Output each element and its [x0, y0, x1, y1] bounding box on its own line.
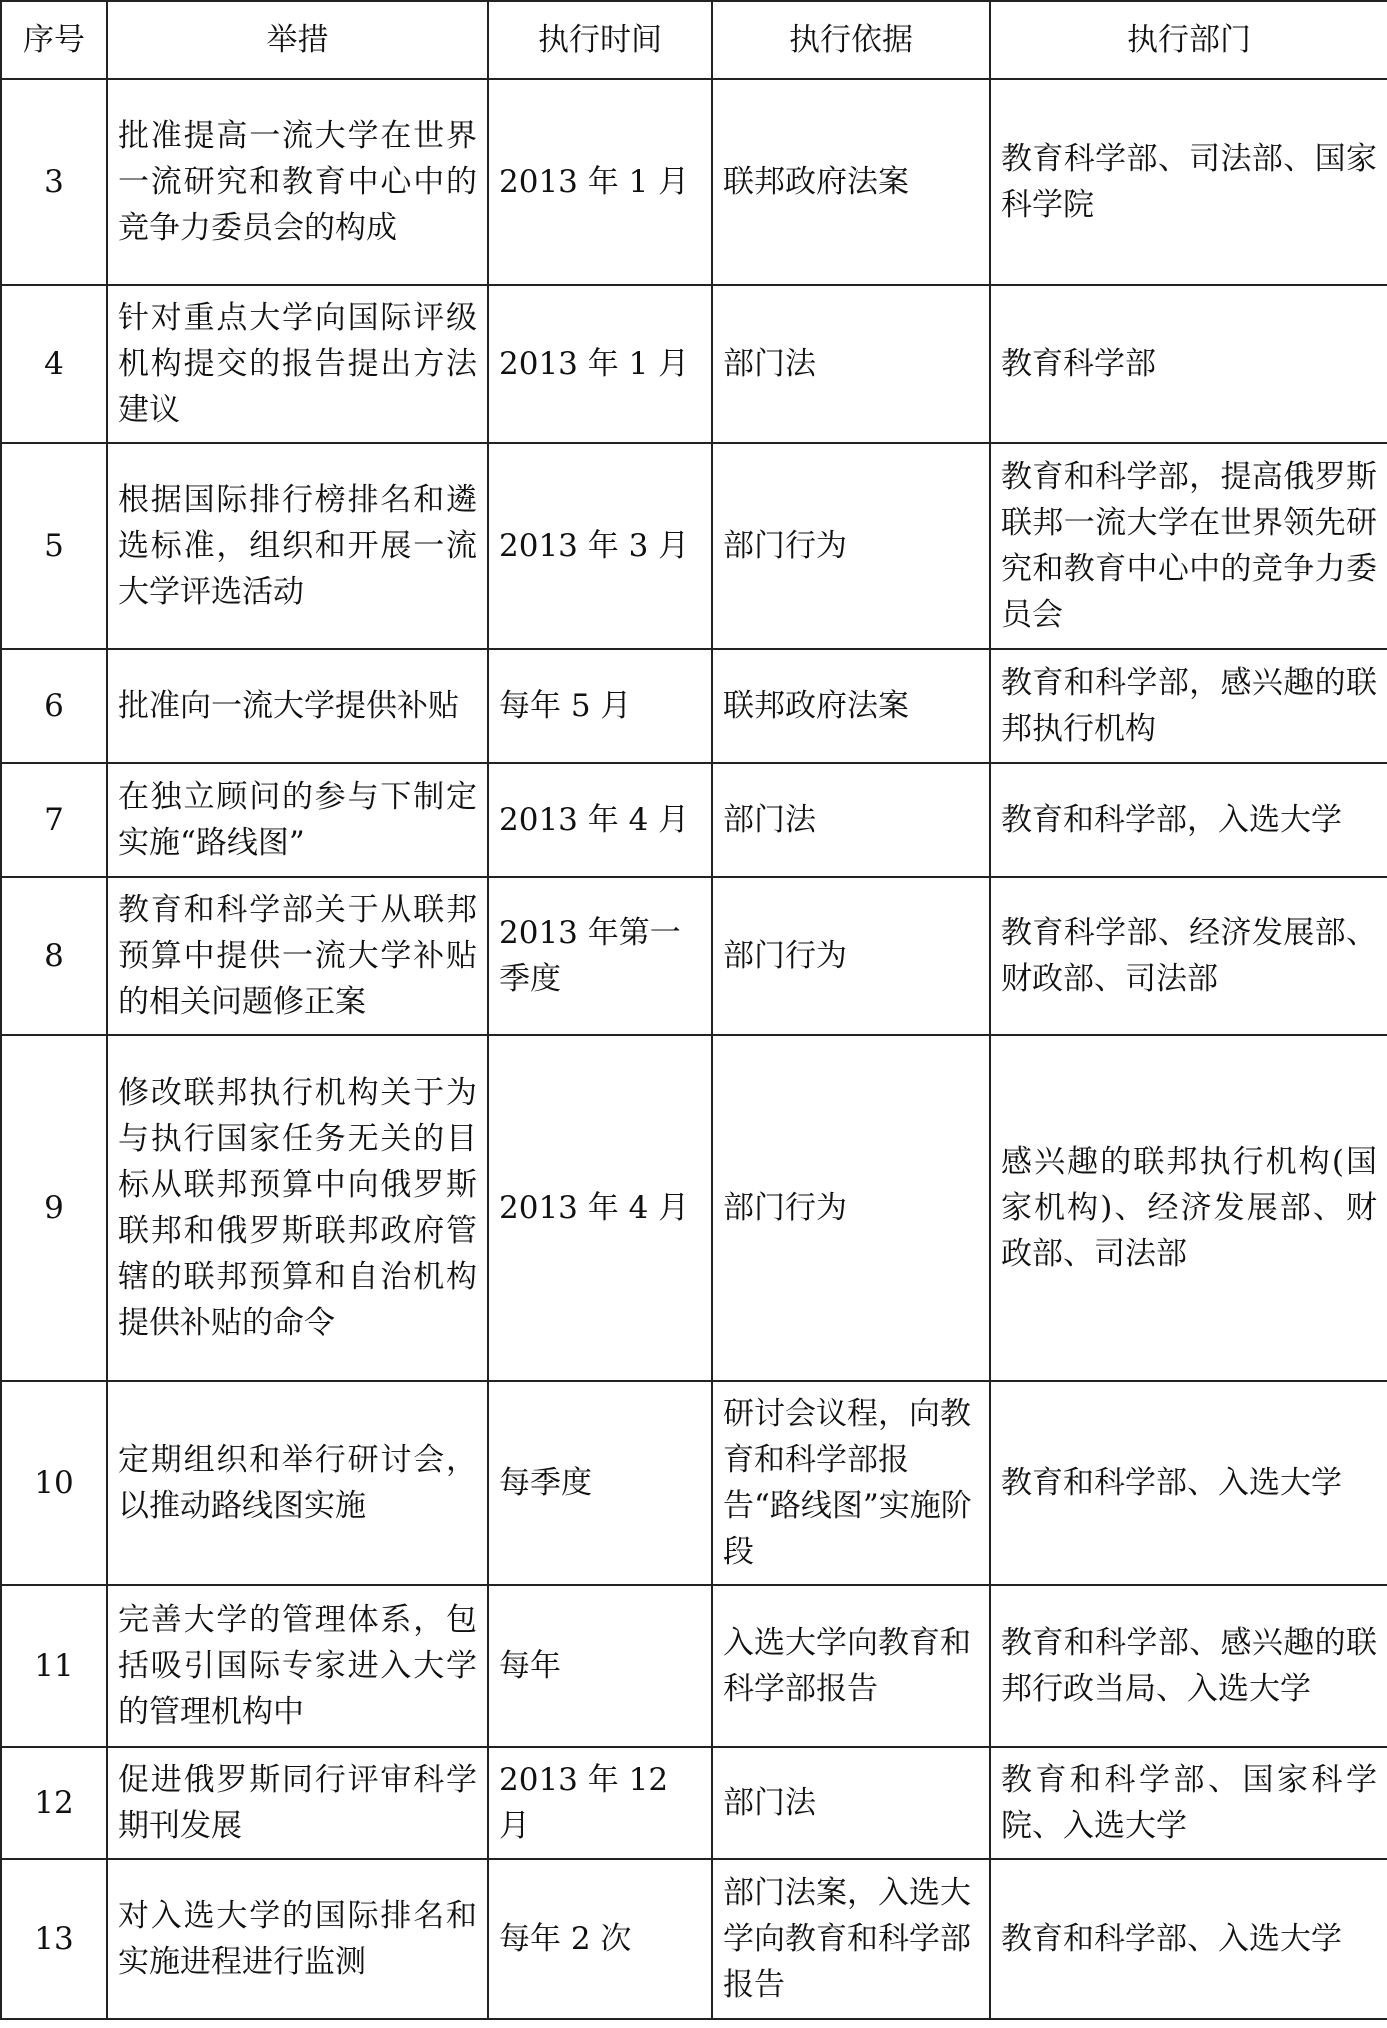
header-row — [1, 1, 1387, 79]
dept-cell: 教育科学部 — [990, 285, 1387, 443]
time-cell: 每年 — [488, 1585, 712, 1747]
measure-cell: 对入选大学的国际排名和实施进程进行监测 — [107, 1859, 488, 2019]
table-row — [1, 877, 1387, 1035]
header-no: 序号 — [1, 1, 107, 79]
dept-cell: 教育和科学部，入选大学 — [990, 763, 1387, 877]
measure-cell: 完善大学的管理体系，包括吸引国际专家进入大学的管理机构中 — [107, 1585, 488, 1747]
dept-cell: 感兴趣的联邦执行机构(国家机构)、经济发展部、财政部、司法部 — [990, 1035, 1387, 1381]
basis-cell: 部门行为 — [712, 877, 990, 1035]
row-number: 5 — [1, 443, 107, 649]
basis-cell: 部门法 — [712, 1747, 990, 1859]
table-row — [1, 1381, 1387, 1585]
row-number: 6 — [1, 649, 107, 763]
header-time: 执行时间 — [488, 1, 712, 79]
row-number: 4 — [1, 285, 107, 443]
table-row — [1, 649, 1387, 763]
dept-cell: 教育科学部、司法部、国家科学院 — [990, 79, 1387, 285]
row-number: 7 — [1, 763, 107, 877]
measure-cell: 教育和科学部关于从联邦预算中提供一流大学补贴的相关问题修正案 — [107, 877, 488, 1035]
row-number: 10 — [1, 1381, 107, 1585]
measure-cell: 定期组织和举行研讨会，以推动路线图实施 — [107, 1381, 488, 1585]
table-row — [1, 443, 1387, 649]
measure-cell: 修改联邦执行机构关于为与执行国家任务无关的目标从联邦预算中向俄罗斯联邦和俄罗斯联邦政府管辖的联邦预算和自治机构提供补贴的命令 — [107, 1035, 488, 1381]
table-row — [1, 1747, 1387, 1859]
time-cell: 2013 年 4 月 — [488, 1035, 712, 1381]
table-row — [1, 1859, 1387, 2019]
time-cell: 2013 年 3 月 — [488, 443, 712, 649]
table-row — [1, 763, 1387, 877]
measure-cell: 批准向一流大学提供补贴 — [107, 649, 488, 763]
basis-cell: 入选大学向教育和科学部报告 — [712, 1585, 990, 1747]
time-cell: 每季度 — [488, 1381, 712, 1585]
table-row — [1, 1035, 1387, 1381]
time-cell: 2013 年 4 月 — [488, 763, 712, 877]
row-number: 13 — [1, 1859, 107, 2019]
measure-cell: 根据国际排行榜排名和遴选标准，组织和开展一流大学评选活动 — [107, 443, 488, 649]
dept-cell: 教育科学部、经济发展部、财政部、司法部 — [990, 877, 1387, 1035]
basis-cell: 部门行为 — [712, 1035, 990, 1381]
time-cell: 每年 5 月 — [488, 649, 712, 763]
measure-cell: 针对重点大学向国际评级机构提交的报告提出方法建议 — [107, 285, 488, 443]
row-number: 9 — [1, 1035, 107, 1381]
basis-cell: 部门行为 — [712, 443, 990, 649]
time-cell: 2013 年 1 月 — [488, 285, 712, 443]
basis-cell: 部门法案，入选大学向教育和科学部报告 — [712, 1859, 990, 2019]
time-cell: 每年 2 次 — [488, 1859, 712, 2019]
row-number: 11 — [1, 1585, 107, 1747]
time-cell: 2013 年 12 月 — [488, 1747, 712, 1859]
time-cell: 2013 年 1 月 — [488, 79, 712, 285]
header-basis: 执行依据 — [712, 1, 990, 79]
basis-cell: 联邦政府法案 — [712, 79, 990, 285]
row-number: 8 — [1, 877, 107, 1035]
basis-cell: 研讨会议程，向教育和科学部报告“路线图”实施阶段 — [712, 1381, 990, 1585]
row-number: 3 — [1, 79, 107, 285]
dept-cell: 教育和科学部、入选大学 — [990, 1381, 1387, 1585]
header-dept: 执行部门 — [990, 1, 1387, 79]
dept-cell: 教育和科学部，感兴趣的联邦执行机构 — [990, 649, 1387, 763]
dept-cell: 教育和科学部、感兴趣的联邦行政当局、入选大学 — [990, 1585, 1387, 1747]
measure-cell: 在独立顾问的参与下制定实施“路线图” — [107, 763, 488, 877]
table-row — [1, 285, 1387, 443]
dept-cell: 教育和科学部、入选大学 — [990, 1859, 1387, 2019]
basis-cell: 部门法 — [712, 285, 990, 443]
measure-cell: 促进俄罗斯同行评审科学期刊发展 — [107, 1747, 488, 1859]
time-cell: 2013 年第一季度 — [488, 877, 712, 1035]
table-row — [1, 79, 1387, 285]
dept-cell: 教育和科学部，提高俄罗斯联邦一流大学在世界领先研究和教育中心中的竞争力委员会 — [990, 443, 1387, 649]
basis-cell: 联邦政府法案 — [712, 649, 990, 763]
row-number: 12 — [1, 1747, 107, 1859]
table-row — [1, 1585, 1387, 1747]
header-measure: 举措 — [107, 1, 488, 79]
basis-cell: 部门法 — [712, 763, 990, 877]
dept-cell: 教育和科学部、国家科学院、入选大学 — [990, 1747, 1387, 1859]
measure-cell: 批准提高一流大学在世界一流研究和教育中心中的竞争力委员会的构成 — [107, 79, 488, 285]
